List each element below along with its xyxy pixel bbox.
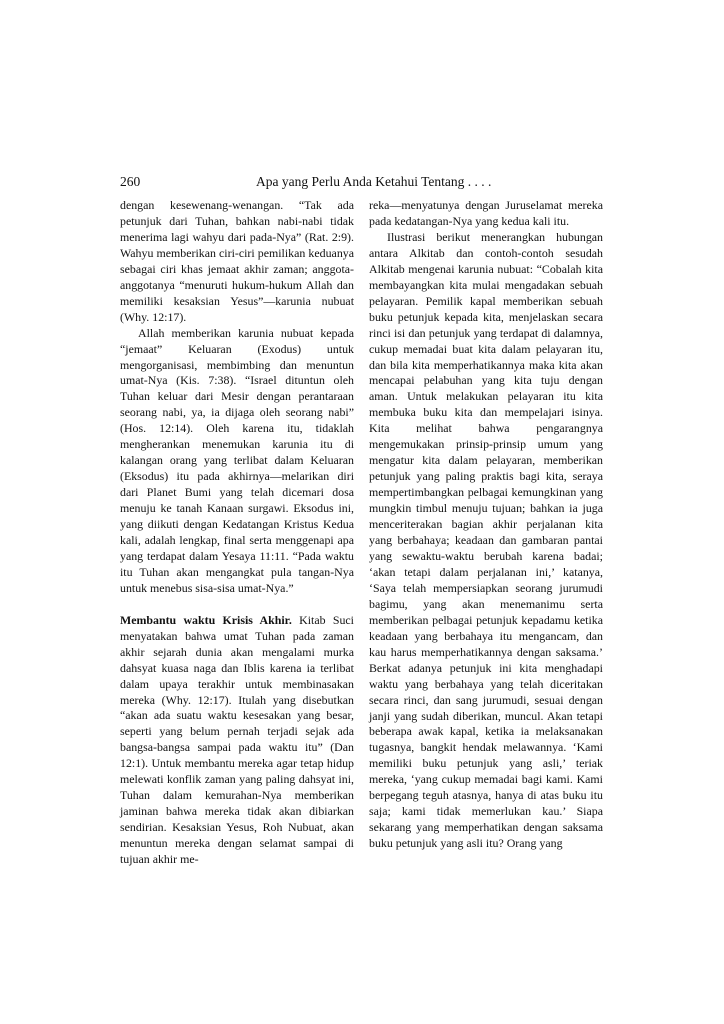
section-heading: Membantu waktu Krisis Akhir. xyxy=(120,612,292,627)
running-title: Apa yang Perlu Anda Ketahui Tentang . . . . xyxy=(256,174,492,189)
section-body: Kitab Suci menyatakan bahwa umat Tuhan pada zaman akhir sejarah dunia akan mengalami murka dahsyat kuasa naga dan Iblis karena ia terlibat dalam upaya terakhir untuk membinasakan mereka (Why. 12:17). Itulah yang disebutkan “akan ada suatu waktu kesesakan yang besar, seperti yang belum pernah terjadi sejak ada bangsa-bangsa sampai pada waktu itu” (Dan 12:1). Untuk membantu mereka agar tetap hidup melewati konflik zaman yang paling dahsyat ini, Tuhan dalam kemurahan-Nya memberikan jaminan bahwa mereka tidak akan dibiarkan sendirian. Kesaksian Yesus, Roh Nubuat, akan menuntun mereka dengan selamat sampai di tujuan akhir me- xyxy=(120,612,354,867)
paragraph: reka—menyatunya dengan Juruselamat mereka pada kedatangan-Nya yang kedua kali itu. xyxy=(369,198,603,228)
left-column xyxy=(120,198,354,868)
paragraph: dengan kesewenang-wenangan. “Tak ada petunjuk dari Tuhan, bahkan nabi-nabi tidak menerima lagi wahyu dari pada-Nya” (Rat. 2:9). Wahyu memberikan ciri-ciri pemilikan keduanya sebagai ciri khas jemaat akhir zaman; anggota-anggotanya “menuruti hukum-hukum Allah dan memiliki kesaksian Yesus”—karunia nubuat (Why. 12:17). xyxy=(120,198,354,324)
paragraph: Allah memberikan karunia nubuat kepada “jemaat” Keluaran (Exodus) untuk mengorganisasi, membimbing dan menuntun umat-Nya (Kis. 7:38). “Israel dituntun oleh Tuhan keluar dari Mesir dengan perantaraan seorang nabi, ya, ia dijaga oleh seorang nabi” (Hos. 12:14). Oleh karena itu, tidaklah mengherankan menemukan karunia itu di kalangan orang yang terlibat dalam Keluaran (Eksodus) itu pada akhirnya—melarikan diri dari Planet Bumi yang telah dicemari dosa menuju ke tanah Kanaan surgawi. Eksodus ini, yang diikuti dengan Kedatangan Kristus Kedua kali, adalah lengkap, final serta menggenapi apa yang terdapat dalam Yesaya 11:11. “Pada waktu itu Tuhan akan mengangkat pula tangan-Nya untuk menebus sisa-sisa umat-Nya.” xyxy=(120,325,354,595)
paragraph: Ilustrasi berikut menerangkan hubungan antara Alkitab dan contoh-contoh sesudah Alkitab mengenai karunia nubuat: “Cobalah kita membayangkan kita mulai mengadakan sebuah pelayaran. Pemilik kapal memberikan sebuah buku petunjuk kepada kita, menjelaskan secara rinci isi dan petunjuk yang terdapat di dalamnya, cukup memadai buat kita dalam pelayaran itu, dan bila kita memperhatikannya maka kita akan mencapai pelabuhan yang kita tuju dengan aman. Untuk melakukan pelayaran itu kita membuka buku kita dan mempelajari isinya. Kita melihat bahwa pengarangnya mengemukakan prinsip-prinsip umum yang mengatur kita dalam pelayaran, memberikan petunjuk yang paling praktis bagi kita, seraya mempertimbangkan pelbagai kemungkinan yang mungkin timbul menuju tujuan; bahkan ia juga menceriterakan bagian akhir perjalanan kita yang berbahaya; keadaan dan gambaran pantai yang sewaktu-waktu berubah karena badai; ‘akan tetapi dalam perjalanan ini,’ katanya, ‘Saya telah mempersiapkan seorang jurumudi bagimu, yang akan menemanimu serta memberikan pelbagai petunjuk kepadamu ketika keadaan yang berbahaya itu mengancam, dan kau harus memperhatikannya dengan saksama.’ Berkat adanya petunjuk ini kita menghadapi waktu yang berbahaya yang telah diceritakan secara rinci, dan sang jurumudi, sesuai dengan janji yang sudah diberikan, muncul. Akan tetapi beberapa awak kapal, ketika ia melaksanakan tugasnya, bangkit hendak melawannya. ‘Kami memiliki buku petunjuk yang asli,’ teriak mereka, ‘yang cukup memadai bagi kami. Kami berpegang teguh atasnya, hanya di atas buku itu saja; kami tidak memerlukan kau.’ Siapa sekarang yang memperhatikan dengan saksama buku petunjuk yang asli itu? Orang yang xyxy=(369,229,603,851)
page-number: 260 xyxy=(120,174,141,189)
right-column xyxy=(369,198,603,852)
section-paragraph xyxy=(120,613,354,868)
page-header xyxy=(120,174,602,192)
